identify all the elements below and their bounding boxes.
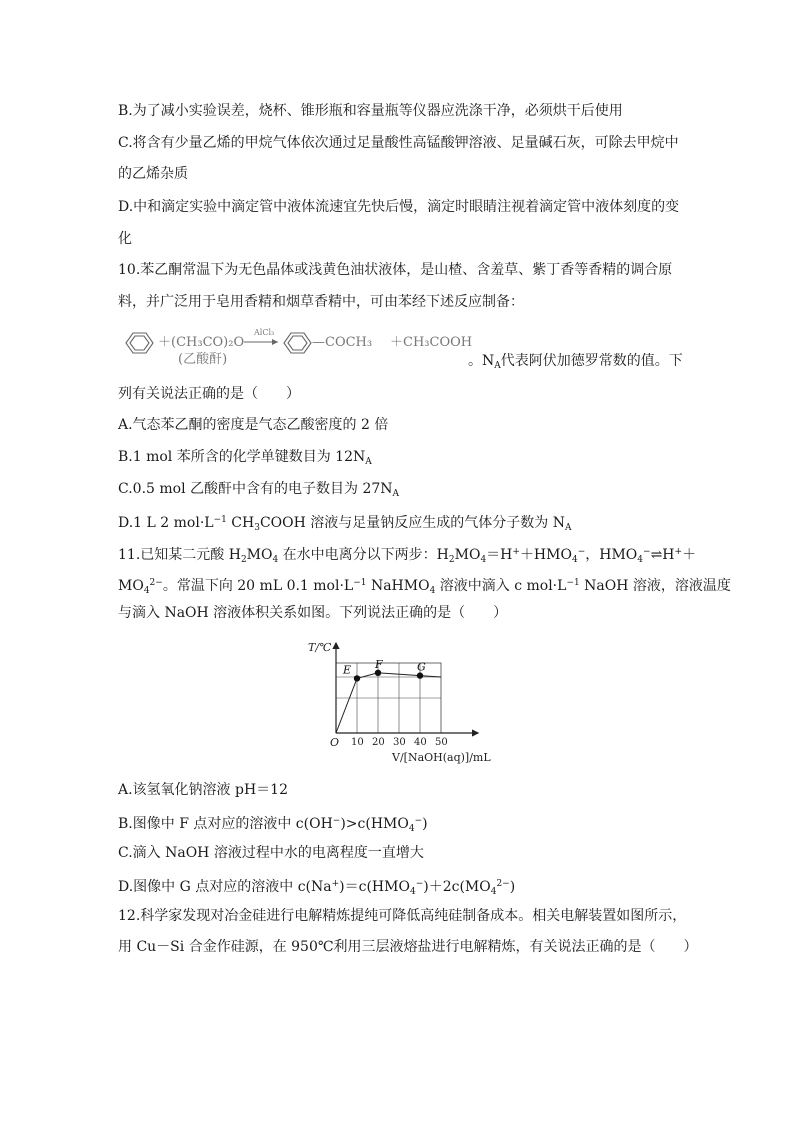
x-ticks — [351, 737, 448, 748]
option-c-line2: 的乙烯杂质 — [118, 166, 188, 182]
origin-label: O — [330, 736, 340, 749]
option-c-line1: C.将含有少量乙烯的甲烷气体依次通过足量酸性高锰酸钾溶液、足量碱石灰，可除去甲烷中 — [118, 135, 679, 151]
x-tick-label: 30 — [393, 737, 406, 748]
catalyst-text: AlCl₃ — [254, 328, 275, 337]
q10-option-a: A.气态苯乙酮的密度是气态乙酸密度的 2 倍 — [118, 417, 389, 433]
q10-option-d: D.1 L 2 $mol\cdot L^{-1}$ $CH_3COOH$ 溶液与足量钠反应生成的气体分子数为 $N_A$ — [118, 515, 572, 533]
x-tick-label: 20 — [372, 737, 385, 748]
q11-option-c: C.滴入 NaOH 溶液过程中水的电离程度一直增大 — [118, 845, 424, 861]
q11-option-d: D.图像中 G 点对应的溶液中 $c(Na^+)=c(HMO_4^-)+2c(MO_4^{2-})$ — [118, 879, 516, 897]
option-b: B.为了减小实验误差，烧杯、锥形瓶和容量瓶等仪器应洗涤干净，必须烘干后使用 — [118, 103, 623, 119]
q10-stem-line3: 列有关说法正确的是（ ） — [118, 386, 300, 402]
x-axis-label: V/[NaOH(aq)]/mL — [392, 751, 491, 764]
q12-stem-line2: 用 Cu－Si 合金作硅源，在 950℃利用三层液熔盐进行电解精炼，有关说法正确的是（ ） — [118, 939, 698, 955]
q11-option-a: A.该氢氧化钠溶液 pH＝12 — [118, 782, 288, 798]
q10-stem-line1: 10.苯乙酮常温下为无色晶体或浅黄色油状液体，是山楂、含羞草、紫丁香等香精的调合原 — [118, 262, 673, 278]
y-axis-label: T/℃ — [308, 641, 332, 654]
q11-option-b: B.图像中 F 点对应的溶液中 $c(OH^-)>c(HMO_4^-)$ — [118, 816, 428, 834]
reagent-name-text: (乙酸酐) — [178, 352, 228, 367]
q10-stem-tail: 。$N_A$代表阿伏加德罗常数的值。下 — [468, 353, 683, 371]
benzene-ring-icon-product — [284, 333, 311, 353]
data-point-label-f: F — [375, 657, 383, 671]
temperature-curve — [336, 673, 441, 733]
option-d-line2: 化 — [118, 231, 132, 247]
product-text: —COCH₃ — [312, 335, 373, 350]
q11-stem-line3: 与滴入 NaOH 溶液体积关系如图。下列说法正确的是（ ） — [118, 605, 508, 621]
q12-stem-line1: 12.科学家发现对冶金硅进行电解精炼提纯可降低高纯硅制备成本。相关电解装置如图所示， — [118, 908, 687, 924]
x-tick-label: 10 — [351, 737, 364, 748]
reagent-text: ＋(CH₃CO)₂O — [158, 335, 245, 350]
q11-stem-line2: $MO_4^{2-}$。常温下向 20 mL 0.1 $mol\cdot L^{-1}$ NaHMO$_4$ 溶液中滴入 c $mol\cdot L^{-1}$ NaOH 溶液，溶液温度 — [118, 578, 731, 596]
q10-stem-line2: 料，并广泛用于皂用香精和烟草香精中，可由苯经下述反应制备： — [118, 294, 524, 310]
temperature-volume-chart — [300, 637, 500, 771]
chart-points — [342, 658, 426, 682]
q10-option-c: C.0.5 mol 乙酸酐中含有的电子数目为 $27N_A$ — [118, 481, 400, 499]
arrow-head-icon — [272, 339, 278, 345]
option-d-line1: D.中和滴定实验中滴定管中液体流速宜先快后慢，滴定时眼睛注视着滴定管中液体刻度的变 — [118, 199, 680, 215]
byproduct-text: ＋CH₃COOH — [390, 335, 473, 350]
q10-option-b: B.1 mol 苯所含的化学单键数目为 $12N_A$ — [118, 449, 372, 467]
q11-stem-line1: 11.已知某二元酸 $H_2MO_4$ 在水中电离分以下两步：$H_2MO_4=H^++HMO_4^-$，$HMO_4^-\rightleftharpoons H^++$ — [118, 547, 697, 565]
x-tick-label: 40 — [414, 737, 427, 748]
chart-svg — [300, 637, 500, 767]
benzene-ring-icon — [126, 333, 153, 353]
data-point-e — [354, 675, 360, 681]
data-point-label-g: G — [417, 660, 426, 674]
data-point-label-e: E — [343, 663, 352, 677]
x-tick-label: 50 — [435, 737, 448, 748]
